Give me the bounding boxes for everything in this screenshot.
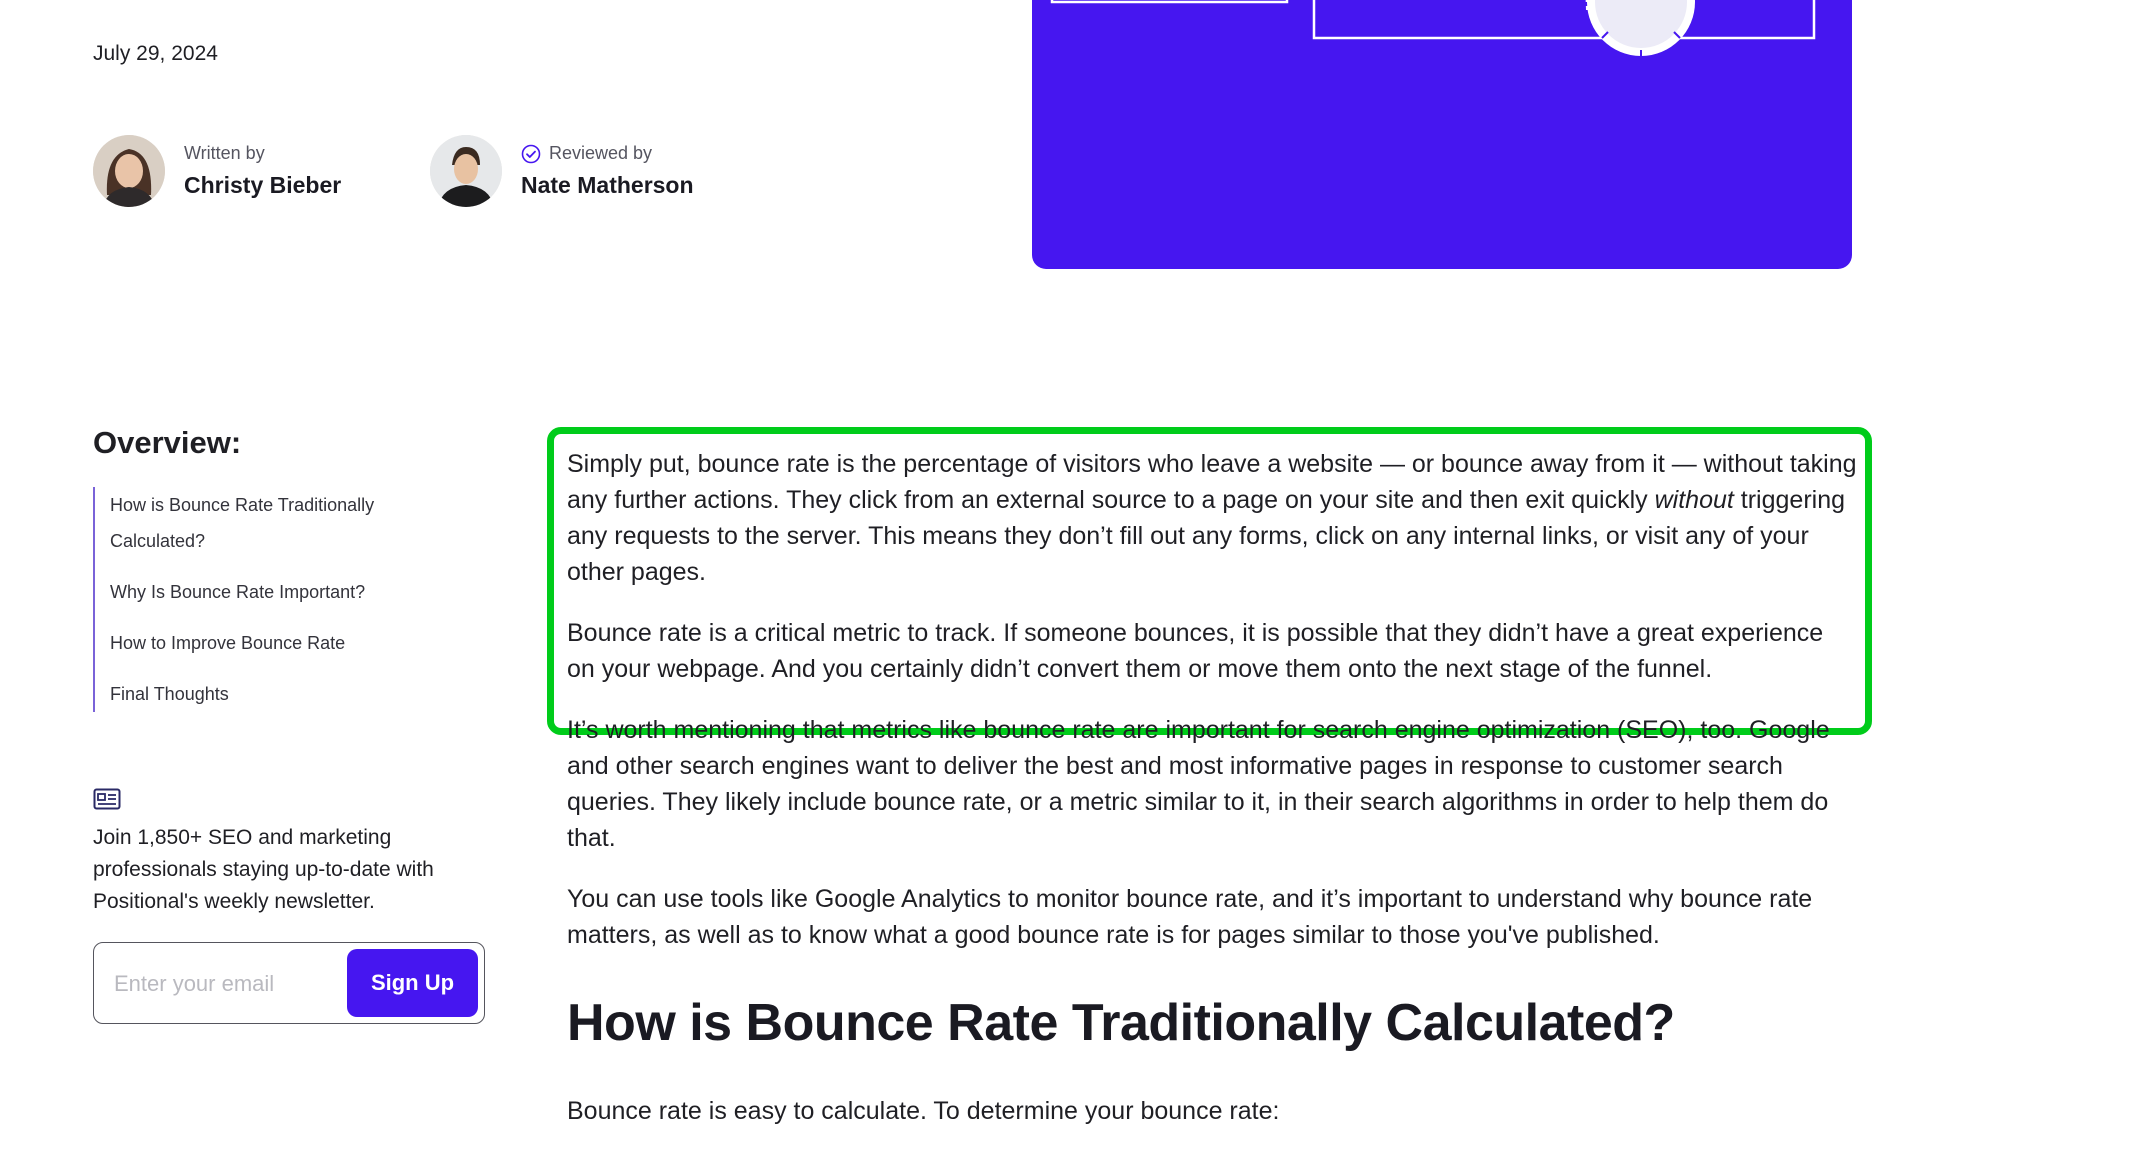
newsletter-text: Join 1,850+ SEO and marketing professionals staying up-to-date with Positional's weekly newsletter. [93,826,434,913]
reviewer-avatar [430,135,502,207]
verified-check-icon [521,144,541,164]
section-heading: How is Bounce Rate Traditionally Calculated? [567,994,1675,1052]
sign-up-button[interactable]: Sign Up [347,949,478,1017]
reviewer-block [430,135,694,207]
email-input[interactable] [112,963,336,1005]
publish-date: July 29, 2024 [93,42,218,65]
newsletter-icon [93,788,121,810]
toc-item-important[interactable]: Why Is Bounce Rate Important? [110,582,366,602]
article-paragraph: Bounce rate is easy to calculate. To determine your bounce rate: [567,1097,1280,1125]
article-paragraph: Simply put, bounce rate is the percentage of visitors who leave a website — or bounce away from it — without taking any further actions. They click from an external source to a page on your site and then exit quickly without triggering any requests to the server. This means they don’t fill out any forms, click on any internal links, or visit any of your other pages. [567,450,1857,586]
table-of-contents [93,487,440,712]
author-block [93,135,341,207]
author-role: Written by [184,143,265,163]
article-paragraph: Bounce rate is a critical metric to track. If someone bounces, it is possible that they didn’t have a great experience on your webpage. And you certainly didn’t convert them or move them onto the next stage of the funnel. [567,619,1824,683]
reviewer-role: Reviewed by [549,143,653,163]
hero-illustration [1032,0,1852,269]
article-paragraph: You can use tools like Google Analytics to monitor bounce rate, and it’s important to understand why bounce rate matters, as well as to know what a good bounce rate is for pages similar to those you've published. [567,885,1813,949]
reviewer-name[interactable]: Nate Matherson [521,172,694,198]
article-paragraph: It’s worth mentioning that metrics like bounce rate are important for search engine optimization (SEO), too. Google and other search engines want to deliver the best and most informative pages in response to customer search queries. They likely include bounce rate, or a metric similar to it, in their search algorithms in order to help them do that. [567,716,1830,852]
toc-item-improve[interactable]: How to Improve Bounce Rate [110,633,346,653]
article-body [567,446,1857,1154]
author-name[interactable]: Christy Bieber [184,172,342,198]
newsletter-signup-form [93,942,485,1024]
overview-title: Overview: [93,425,242,460]
toc-item-final-thoughts[interactable]: Final Thoughts [110,684,229,704]
author-avatar [93,135,165,207]
toc-item-calculated[interactable]: How is Bounce Rate Traditionally Calculated? [110,495,375,551]
